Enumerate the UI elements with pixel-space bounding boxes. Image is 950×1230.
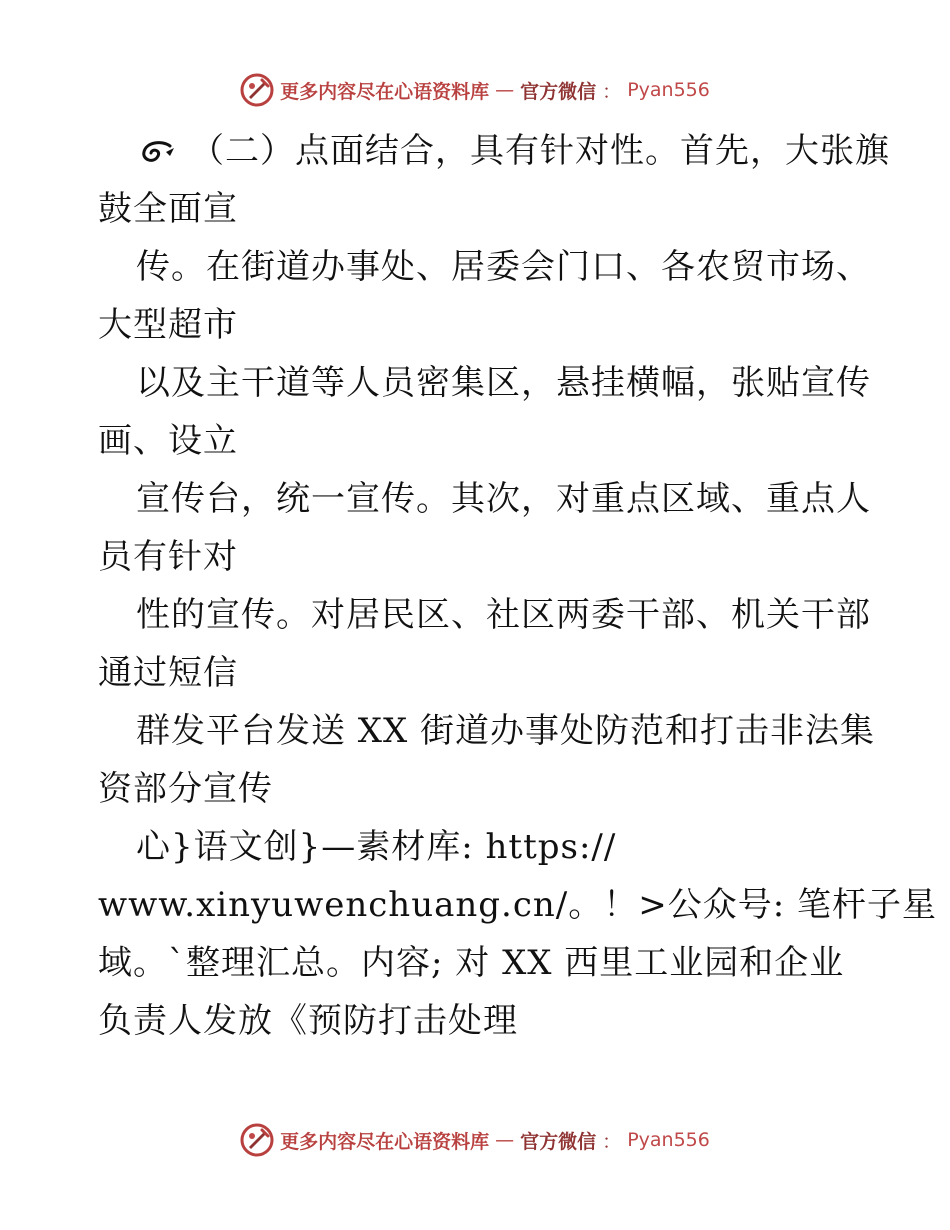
document-line: 群发平台发送 XX 街道办事处防范和打击非法集 — [136, 711, 876, 751]
watermark-separator: — — [495, 79, 515, 101]
document-line: 员有针对 — [98, 537, 238, 577]
watermark-separator: — — [495, 1129, 515, 1151]
watermark-main-text: 更多内容尽在心语资料库 — [280, 80, 490, 103]
watermark-group — [240, 73, 710, 107]
brand-logo-icon — [240, 1123, 274, 1157]
watermark-main-text: 更多内容尽在心语资料库 — [280, 1130, 490, 1153]
document-line: 通过短信 — [98, 653, 238, 693]
watermark-group — [240, 1123, 710, 1157]
decorative-swirl-bullet-icon — [136, 138, 176, 168]
document-line: 鼓全面宣 — [98, 189, 238, 229]
document-line: 大型超市 — [98, 305, 238, 345]
watermark-colon: ： — [602, 80, 622, 103]
watermark-wechat-id: Pyan556 — [627, 79, 710, 101]
document-line: www.xinyuwenchuang.cn/。！>公众号: 笔杆子星 — [98, 885, 937, 925]
document-line: 画、设立 — [98, 421, 238, 461]
footer-watermark-banner — [0, 1120, 950, 1160]
document-line: 宣传台，统一宣传。其次，对重点区域、重点人 — [136, 479, 871, 519]
document-line: 心}语文创}—素材库: https:// — [136, 827, 617, 867]
watermark-official-label: 官方微信 — [520, 1130, 597, 1153]
document-line-text: （二）点面结合，具有针对性。首先，大张旗 — [190, 131, 890, 171]
document-line: 性的宣传。对居民区、社区两委干部、机关干部 — [136, 595, 871, 635]
watermark-official-label: 官方微信 — [520, 80, 597, 103]
document-line: 以及主干道等人员密集区，悬挂横幅，张贴宣传 — [136, 363, 871, 403]
document-line: 资部分宣传 — [98, 769, 273, 809]
brand-logo-icon — [240, 73, 274, 107]
watermark-colon: ： — [602, 1130, 622, 1153]
document-line: 传。在街道办事处、居委会门口、各农贸市场、 — [136, 247, 871, 287]
header-watermark-banner — [0, 70, 950, 110]
watermark-wechat-id: Pyan556 — [627, 1129, 710, 1151]
document-line: 域。`整理汇总。内容; 对 XX 西里工业园和企业 — [98, 943, 845, 983]
document-line: 负责人发放《预防打击处理 — [98, 1001, 518, 1041]
document-body — [98, 122, 937, 1050]
document-line — [98, 122, 890, 180]
